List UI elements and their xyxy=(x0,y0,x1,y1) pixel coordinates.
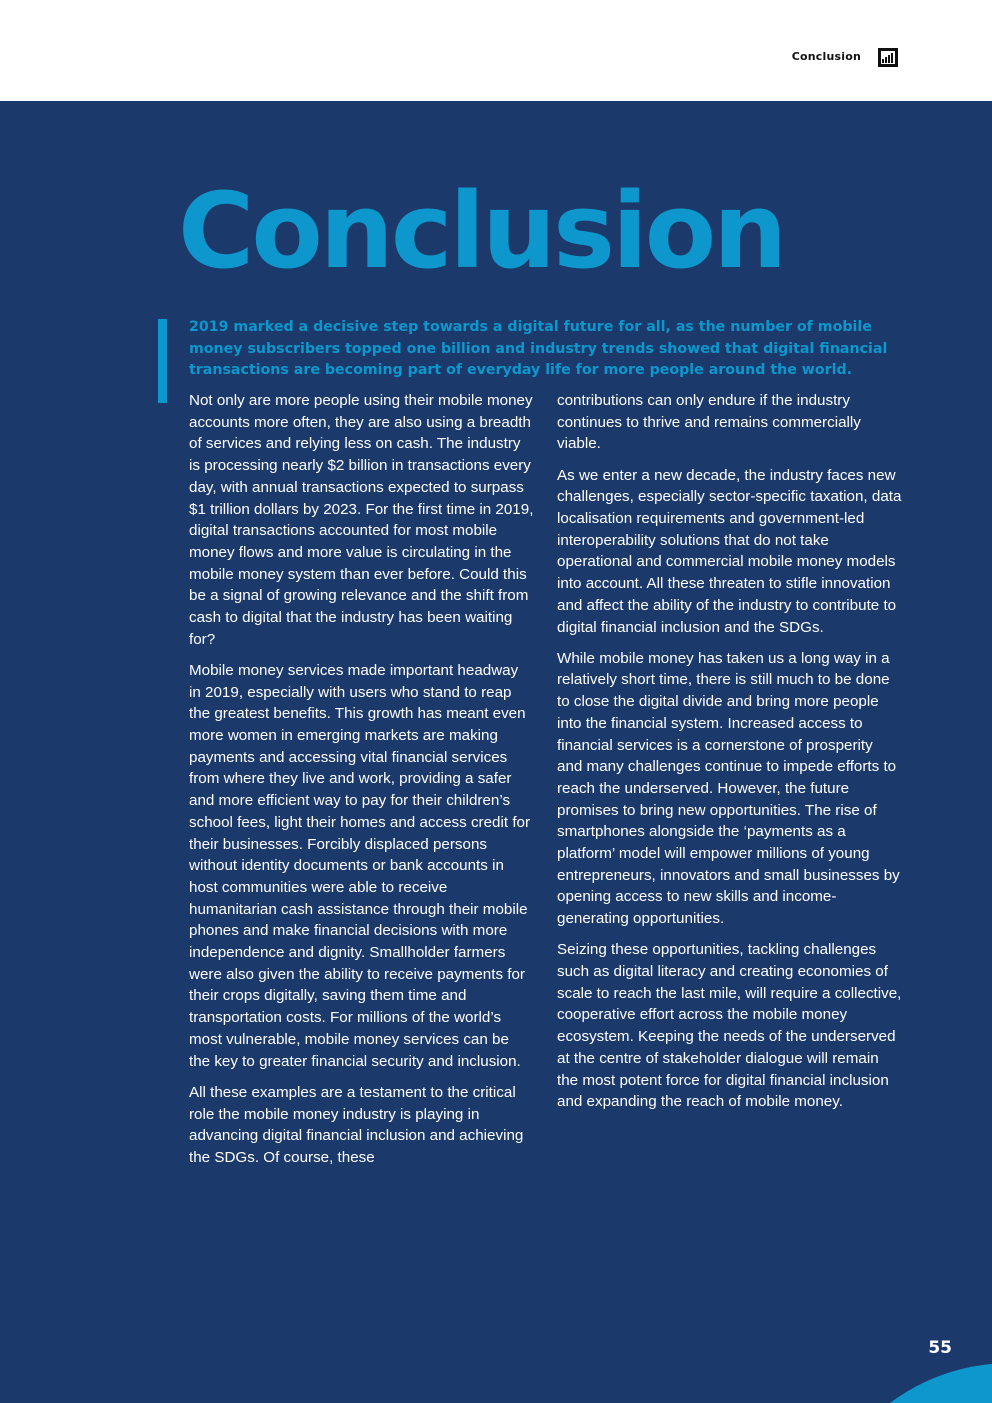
left-column xyxy=(189,390,534,1178)
body-paragraph: Mobile money services made important headway in 2019, especially with users who stand to reap the greatest benefits. This growth has meant even more women in emerging markets are making payments and accessing vital financial services from where they live and work, providing a safer and more efficient way to pay for their children’s school fees, light their homes and access credit for their businesses. Forcibly displaced persons without identity documents or bank accounts in host communities were able to receive humanitarian cash assistance through their mobile phones and make financial decisions with more independence and dignity. Smallholder farmers were also given the ability to receive payments for their crops digitally, saving them time and transportation costs. For millions of the world’s most vulnerable, mobile money services can be the key to greater financial security and inclusion. xyxy=(189,661,531,1070)
page-number: 55 xyxy=(928,1338,952,1358)
intro-accent-bar xyxy=(158,319,167,403)
right-column xyxy=(557,390,902,1123)
section-label: Conclusion xyxy=(791,50,861,63)
intro-paragraph: 2019 marked a decisive step towards a digital future for all, as the number of mobile money subscribers topped one billion and industry trends showed that digital financial transactions are becoming part of everyday life for more people around the world. xyxy=(189,319,888,379)
page-title: Conclusion xyxy=(178,170,785,292)
body-paragraph: As we enter a new decade, the industry faces new challenges, especially sector-specific taxation, data localisation requirements and government-led interoperability solutions that do not take operational and commercial mobile money models into account. All these threaten to stifle innovation and affect the ability of the industry to contribute to digital financial inclusion and the SDGs. xyxy=(557,466,902,636)
document-chart-icon xyxy=(878,48,898,67)
body-paragraph: All these examples are a testament to the critical role the mobile money industry is playing in advancing digital financial inclusion and achieving the SDGs. Of course, these xyxy=(189,1083,524,1166)
body-paragraph: While mobile money has taken us a long way in a relatively short time, there is still much to be done to close the digital divide and bring more people into the financial system. Increased access to financial services is a cornerstone of prosperity and many challenges continue to impede efforts to reach the underserved. However, the future promises to bring new opportunities. The rise of smartphones alongside the ‘payments as a platform’ model will empower millions of young entrepreneurs, innovators and small businesses by opening access to new skills and income-generating opportunities. xyxy=(557,649,900,928)
page-header xyxy=(0,0,992,101)
body-paragraph: Not only are more people using their mobile money accounts more often, they are also using a breadth of services and relying less on cash. The industry is processing nearly $2 billion in transactions every day, with annual transactions expected to surpass $1 trillion dollars by 2023. For the first time in 2019, digital transactions accounted for most mobile money flows and more value is circulating in the mobile money system than ever before. Could this be a signal of growing relevance and the shift from cash to digital that the industry has been waiting for? xyxy=(189,392,534,648)
body-paragraph: Seizing these opportunities, tackling challenges such as digital literacy and creating economies of scale to reach the last mile, will require a collective, cooperative effort across the mobile money ecosystem. Keeping the needs of the underserved at the centre of stakeholder dialogue will remain the most potent force for digital financial inclusion and expanding the reach of mobile money. xyxy=(557,941,902,1111)
decorative-quarter-circle xyxy=(810,1363,992,1403)
body-paragraph: contributions can only endure if the industry continues to thrive and remains commercially viable. xyxy=(557,392,861,453)
